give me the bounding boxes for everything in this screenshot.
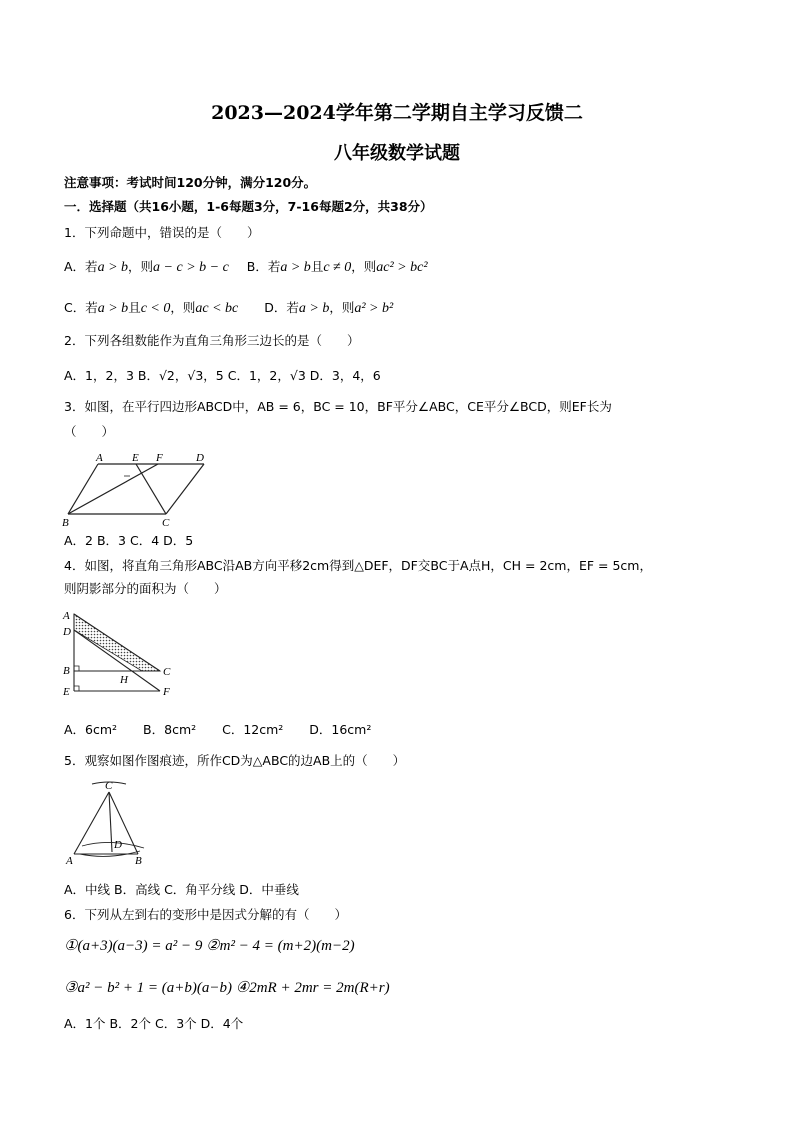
q4-label-d: D	[63, 626, 71, 638]
q5-label-d: D	[114, 839, 122, 851]
notice: 注意事项：考试时间120分钟，满分120分。	[64, 175, 317, 190]
page-title: 2023—2024学年第二学期自主学习反馈二	[211, 102, 583, 124]
q1-a-prefix: A．若	[64, 259, 98, 274]
q3-options: A．2 B．3 C．4 D．5	[64, 533, 194, 548]
q3-stem-paren: （ ）	[64, 424, 115, 439]
q4-option-b: B．8cm²	[143, 722, 197, 737]
q4-label-b: B	[63, 665, 70, 677]
q5-construction-figure	[60, 778, 160, 868]
q4-option-a: A．6cm²	[64, 722, 118, 737]
q4-option-d: D．16cm²	[309, 722, 372, 737]
q2-stem: 2．下列各组数能作为直角三角形三边长的是（ ）	[64, 333, 360, 348]
q6-expr-line2: ③a² − b² + 1 = (a+b)(a−b) ④2mR + 2mr = 2m(R+r)	[64, 980, 390, 996]
q4-label-e: E	[63, 686, 70, 698]
q1-b-math2: c ≠ 0	[323, 260, 352, 275]
q4-label-f: F	[163, 686, 170, 698]
q4-label-h: H	[120, 674, 128, 686]
q1-d-mid: ，则	[329, 300, 355, 315]
q1-a-math2: a − c > b − c	[153, 260, 229, 275]
q1-c-prefix: C．若	[64, 300, 98, 315]
q4-label-a: A	[63, 610, 70, 622]
q3-label-d: D	[196, 452, 204, 464]
q4-label-c: C	[163, 666, 171, 678]
q3-stem: 3．如图，在平行四边形ABCD中，AB = 6，BC = 10，BF平分∠ABC，CE平分∠BCD，则EF长为	[64, 399, 612, 414]
q5-options: A．中线 B．高线 C．角平分线 D．中垂线	[64, 882, 299, 897]
q6-expr-line1: ①(a+3)(a−3) = a² − 9 ②m² − 4 = (m+2)(m−2)	[64, 938, 355, 954]
q3-label-c: C	[162, 517, 170, 529]
q2-options: A．1，2，3 B．√2，√3，5 C．1，2，√3 D．3，4，6	[64, 368, 381, 383]
q5-label-c: C	[105, 780, 113, 792]
q4-stem: 4．如图，将直角三角形ABC沿AB方向平移2cm得到△DEF，DF交BC于A点H，CH = 2cm，EF = 5cm，	[64, 558, 652, 573]
q1-c-math1: a > b	[97, 301, 129, 316]
q3-label-e: E	[132, 452, 139, 464]
q5-label-a: A	[66, 855, 73, 867]
q6-stem: 6．下列从左到右的变形中是因式分解的有（ ）	[64, 907, 347, 922]
q1-c-mid1: 且	[128, 300, 141, 315]
q1-options-cd	[64, 299, 393, 318]
q4-triangle-figure	[60, 606, 180, 698]
q1-a-mid: ，则	[128, 259, 154, 274]
q1-c-math2: c < 0	[140, 301, 171, 316]
q1-b-math3: ac² > bc²	[376, 260, 428, 275]
q4-stem-cont: 则阴影部分的面积为（ ）	[64, 581, 227, 596]
q1-d-prefix: D．若	[264, 300, 299, 315]
q1-b-mid1: 且	[310, 259, 324, 274]
q1-b-mid2: ，则	[351, 259, 377, 274]
q1-c-mid2: ，则	[170, 300, 196, 315]
q1-a-math1: a > b	[97, 260, 129, 275]
q3-label-b: B	[62, 517, 69, 529]
q5-label-b: B	[135, 855, 142, 867]
q5-stem: 5．观察如图作图痕迹，所作CD为△ABC的边AB上的（ ）	[64, 753, 406, 768]
q3-label-a: A	[96, 452, 103, 464]
q4-options	[64, 721, 371, 739]
q3-label-f: F	[156, 452, 163, 464]
q1-c-math3: ac < bc	[195, 301, 239, 316]
q1-d-math2: a² > b²	[354, 301, 394, 316]
q1-stem: 1．下列命题中，错误的是（ ）	[64, 225, 260, 240]
q6-options: A．1个 B．2个 C．3个 D．4个	[64, 1016, 244, 1031]
q3-parallelogram-figure	[60, 450, 210, 530]
section-heading: 一．选择题（共16小题，1-6每题3分，7-16每题2分，共38分）	[64, 199, 433, 214]
q1-b-math1: a > b	[280, 260, 311, 275]
page-subtitle: 八年级数学试题	[334, 143, 460, 164]
q4-option-c: C．12cm²	[222, 722, 284, 737]
q1-options-ab	[64, 258, 428, 277]
q1-b-prefix: B．若	[246, 259, 281, 274]
q1-d-math1: a > b	[298, 301, 330, 316]
